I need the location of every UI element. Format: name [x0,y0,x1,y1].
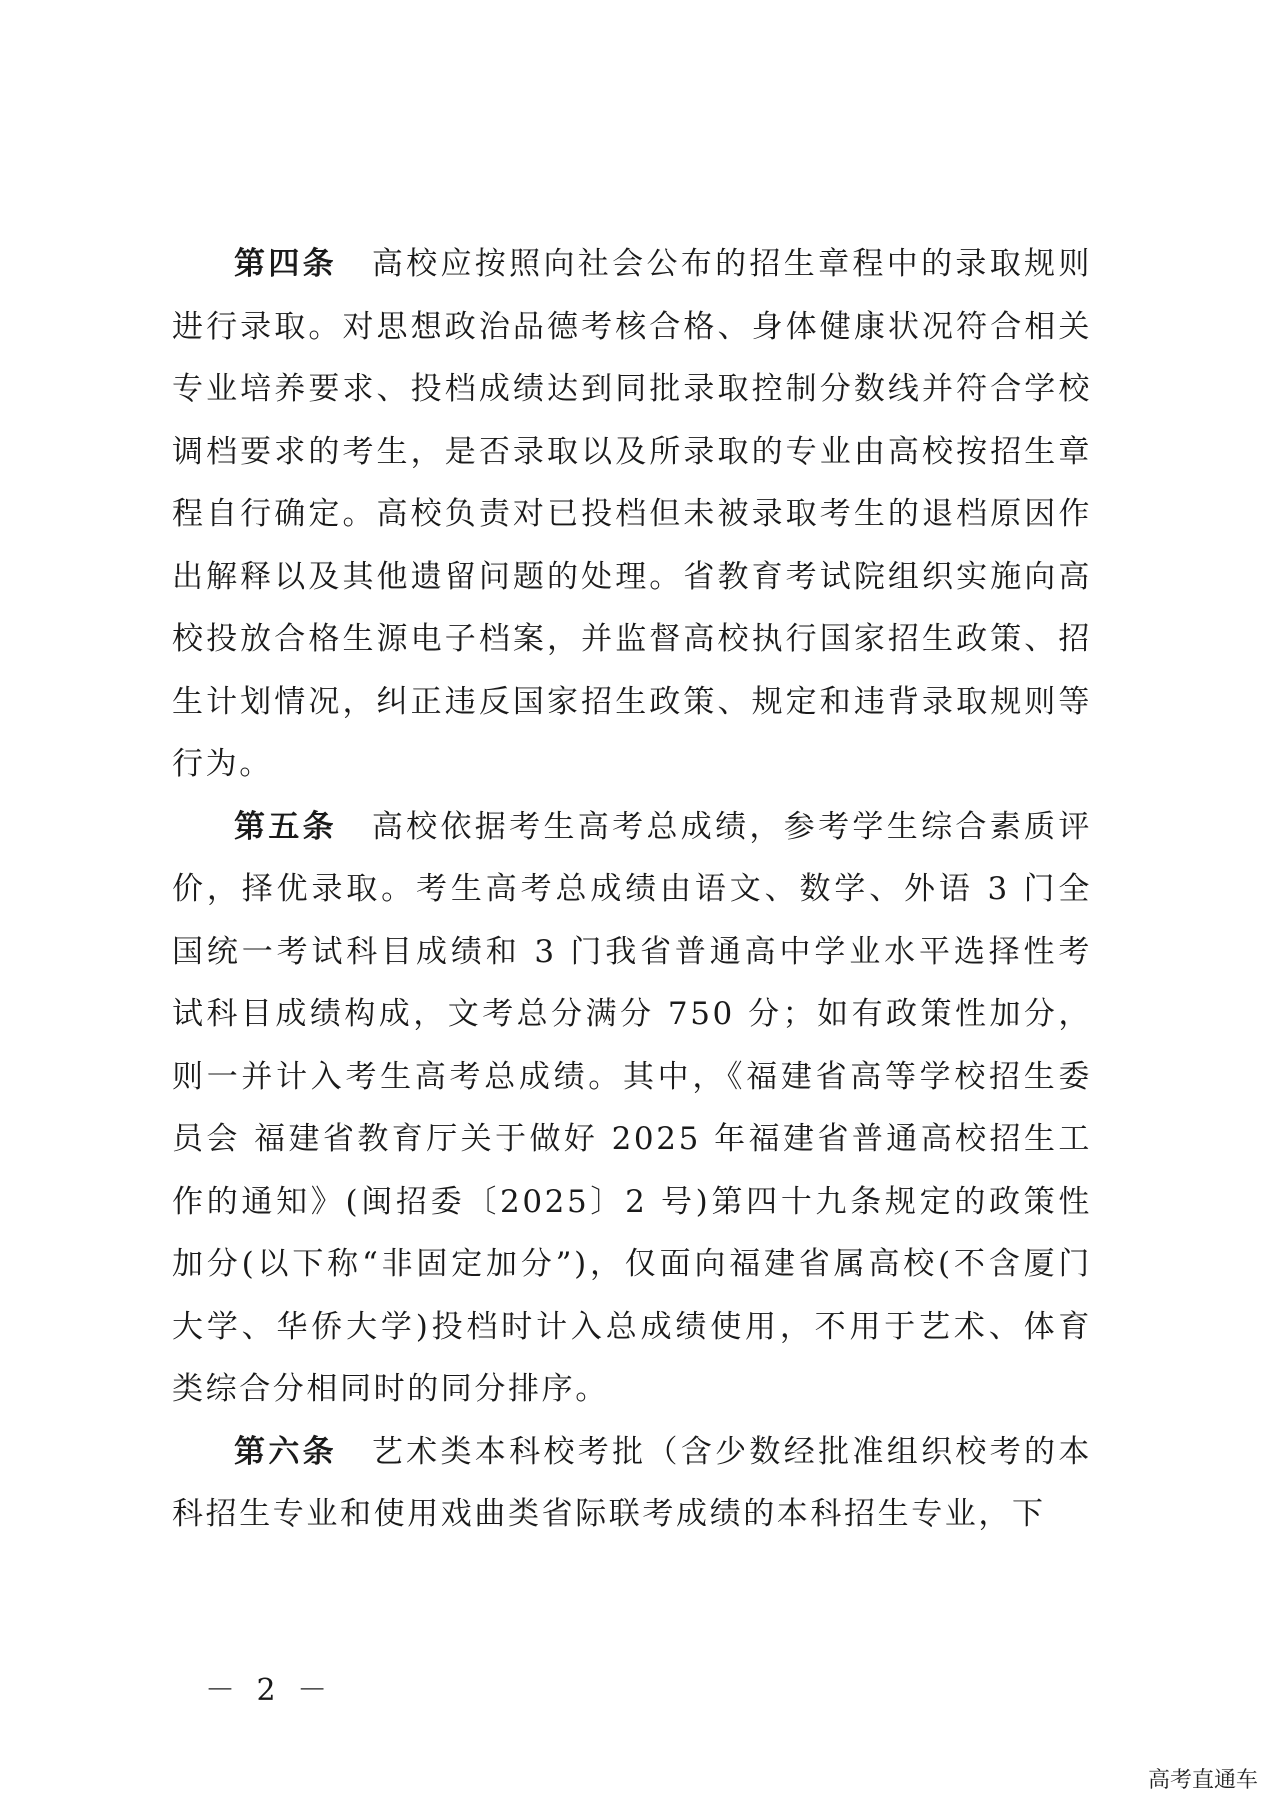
article-heading: 第五条 [234,808,337,845]
article-text: 高校应按照向社会公布的招生章程中的录取规则进行录取。对思想政治品德考核合格、身体健康状况符合相关专业培养要求、投档成绩达到同批录取控制分数线并符合学校调档要求的考生，是否录取以及所录取的专业由高校按招生章程自行确定。高校负责对已投档但未被录取考生的退档原因作出解释以及其他遗留问题的处理。省教育考试院组织实施向高校投放合格生源电子档案，并监督高校执行国家招生政策、招生计划情况，纠正违反国家招生政策、规定和违背录取规则等行为。 [172,246,1092,782]
article-text: 艺术类本科校考批（含少数经批准组织校考的本科招生专业和使用戏曲类省际联考成绩的本科招生专业，下 [172,1433,1092,1532]
article-6 [172,1421,1092,1546]
article-heading: 第四条 [234,246,337,282]
article-5 [172,796,1092,1421]
page-number: － 2 － [205,1673,334,1708]
document-body [172,233,1092,1546]
article-heading: 第六条 [234,1433,337,1470]
article-text: 高校依据考生高考总成绩，参考学生综合素质评价，择优录取。考生高考总成绩由语文、数学、外语 3 门全国统一考试科目成绩和 3 门我省普通高中学业水平选择性考试科目成绩构成，文考总分满分 750 分；如有政策性加分，则一并计入考生高考总成绩。其中，《福建省高等学校招生委员会 福建省教育厅关于做好 2025 年福建省普通高校招生工作的通知》(闽招委〔2025〕2 号)第四十九条规定的政策性加分(以下称“非固定加分”)，仅面向福建省属高校(不含厦门大学、华侨大学)投档时计入总成绩使用，不用于艺术、体育类综合分相同时的同分排序。 [172,808,1092,1407]
watermark-text: 高考直通车 [1147,1768,1258,1793]
article-4 [172,233,1092,796]
